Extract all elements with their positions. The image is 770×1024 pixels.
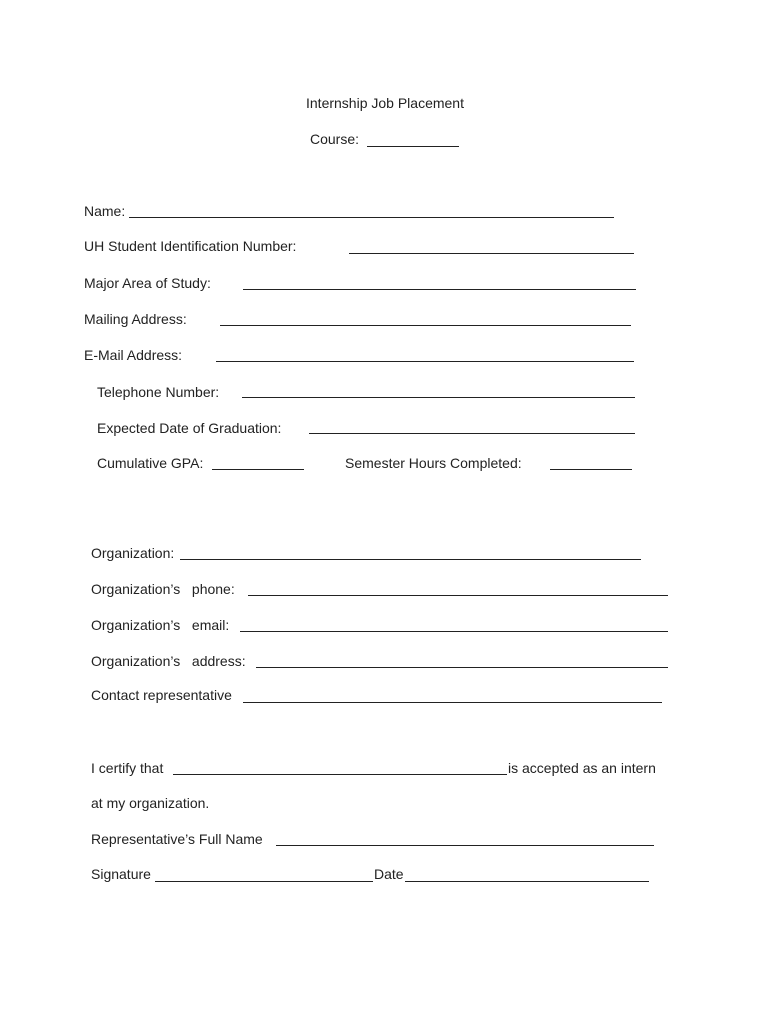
email-field-line[interactable] <box>216 361 634 362</box>
organization-field-line[interactable] <box>180 559 641 560</box>
certify-continued: at my organization. <box>91 795 210 811</box>
org-address-field-line[interactable] <box>256 667 668 668</box>
rep-full-name-label: Representative’s Full Name <box>91 831 263 847</box>
org-email-field-line[interactable] <box>240 631 668 632</box>
org-email-label: Organization’s email: <box>91 617 230 633</box>
name-label: Name: <box>84 203 126 219</box>
mailing-address-field-line[interactable] <box>220 325 631 326</box>
org-phone-field-line[interactable] <box>248 595 668 596</box>
contact-rep-label: Contact representative <box>91 687 232 703</box>
major-label: Major Area of Study: <box>84 275 211 291</box>
mailing-address-label: Mailing Address: <box>84 311 187 327</box>
certify-prefix: I certify that <box>91 760 164 776</box>
uh-id-field-line[interactable] <box>349 253 634 254</box>
graduation-field-line[interactable] <box>309 433 635 434</box>
date-field-line[interactable] <box>405 881 649 882</box>
intern-name-field-line[interactable] <box>173 774 507 775</box>
organization-label: Organization: <box>91 545 175 561</box>
telephone-field-line[interactable] <box>242 397 635 398</box>
signature-field-line[interactable] <box>155 881 373 882</box>
uh-id-label: UH Student Identification Number: <box>84 238 297 254</box>
gpa-label: Cumulative GPA: <box>97 455 204 471</box>
course-field-line[interactable] <box>367 146 459 147</box>
major-field-line[interactable] <box>243 289 636 290</box>
telephone-label: Telephone Number: <box>97 384 220 400</box>
form-title: Internship Job Placement <box>306 95 464 111</box>
rep-full-name-field-line[interactable] <box>276 845 654 846</box>
date-label: Date <box>374 866 404 882</box>
certify-suffix: is accepted as an intern <box>508 760 656 776</box>
signature-label: Signature <box>91 866 151 882</box>
semester-hours-field-line[interactable] <box>550 469 632 470</box>
contact-rep-field-line[interactable] <box>243 702 662 703</box>
org-address-label: Organization’s address: <box>91 653 246 669</box>
org-phone-label: Organization’s phone: <box>91 581 235 597</box>
course-label: Course: <box>310 131 360 147</box>
semester-hours-label: Semester Hours Completed: <box>345 455 522 471</box>
email-label: E-Mail Address: <box>84 347 183 363</box>
graduation-label: Expected Date of Graduation: <box>97 420 282 436</box>
gpa-field-line[interactable] <box>212 469 304 470</box>
name-field-line[interactable] <box>129 217 614 218</box>
